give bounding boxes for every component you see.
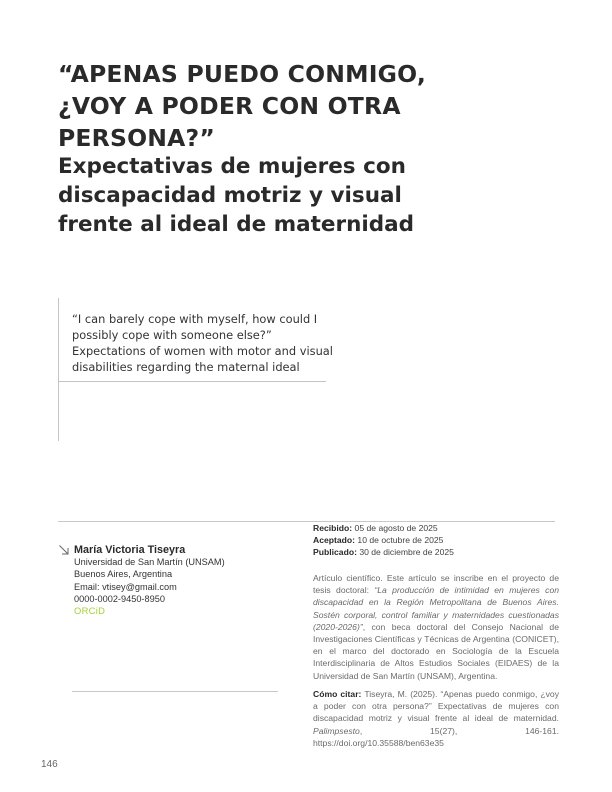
vertical-divider — [58, 298, 59, 441]
article-note — [313, 572, 559, 682]
article-note-intro: Artículo científico. Este artículo se inscribe en el proyecto de tesis doctoral: — [313, 573, 559, 596]
author-name: María Victoria Tiseyra — [74, 544, 186, 556]
citation-details[interactable]: , 15(27), 146-161. https://doi.org/10.35588/ben63e35 — [313, 725, 559, 748]
citation — [313, 688, 559, 749]
author-rule — [72, 691, 278, 692]
article-note-rest: , con beca doctoral del Consejo Nacional de Investigaciones Científicas y Técnicas de Argentina (CONICET), en el marco del doctorado en Sociología de la Escuela Interdisciplinaria de Altos Estudios Sociales (EIDAES) de la Universidad de San Martín (UNSAM), Argentina. — [313, 621, 559, 681]
citation-text: Tiseyra, M. (2025). “Apenas puedo conmigo, ¿voy a poder con otra persona?” Expectativas de mujeres con discapacidad motriz y visual frente al ideal de maternidad. — [313, 689, 560, 724]
article-subtitle: Expectativas de mujeres con discapacidad motriz y visual frente al ideal de maternidad — [58, 154, 415, 237]
article-title: “APENAS PUEDO CONMIGO, ¿VOY A PODER CON OTRA PERSONA?” — [58, 60, 426, 152]
author-location: Buenos Aires, Argentina — [74, 569, 173, 580]
arrow-down-right-icon — [58, 544, 70, 556]
thesis-title: “La producción de intimidad en mujeres con discapacidad en la Región Metropolitana de Buenos Aires. Sostén corporal, control familiar y maternidades cuestionadas (2020-2026)” — [313, 585, 559, 632]
author-orcid-id[interactable]: 0000-0002-9450-8950 — [74, 593, 165, 604]
received-date: 05 de agosto de 2025 — [354, 523, 438, 533]
english-title-rule — [58, 381, 326, 382]
page-number: 146 — [41, 759, 58, 770]
citation-journal: Palimpsesto — [313, 725, 360, 736]
received-label: Recibido: — [313, 523, 353, 533]
accepted-date: 10 de octubre de 2025 — [357, 535, 444, 545]
orcid-logo[interactable]: ORCiD — [74, 605, 106, 617]
publication-dates — [313, 522, 559, 558]
accepted-label: Aceptado: — [313, 535, 356, 545]
published-label: Publicado: — [313, 547, 357, 557]
published-date: 30 de diciembre de 2025 — [359, 547, 454, 557]
author-block — [58, 544, 298, 617]
author-affiliation: Universidad de San Martín (UNSAM) — [74, 557, 225, 568]
citation-label: Cómo citar: — [313, 689, 362, 699]
author-email[interactable]: Email: vtisey@gmail.com — [74, 581, 177, 592]
english-title: “I can barely cope with myself, how could I possibly cope with someone else?” Expectations of women with motor and visual disabilities regarding the maternal ideal — [72, 312, 333, 374]
